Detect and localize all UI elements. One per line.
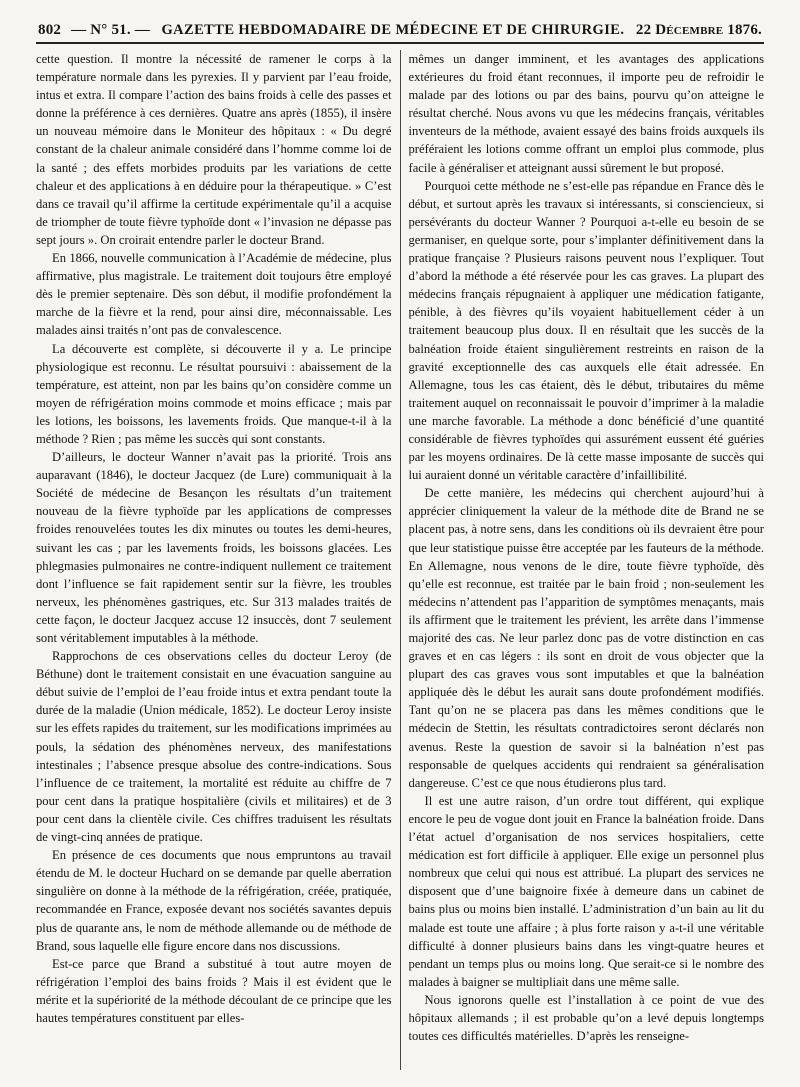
paragraph: La découverte est complète, si découverte il y a. Le principe physiologique est reconnu. Le résultat poursuivi : abaissement de la température, est atteint, non par les bains qu’on considère comme un moyen de réfrigération moins commode et moins efficace ; mais par les lotions, les boissons, les lavements froids. Que manque-t-il à la méthode ? Rien ; pas même les succès qui sont constants. [36, 341, 392, 446]
paragraph: En présence de ces documents que nous empruntons au travail étendu de M. le docteur Huchard on se demande par quelle aberration singulière on donne à la méthode de la réfrigération, créée, pratiquée, recommandée en France, exposée devant nos sociétés savantes depuis plus de quarante ans, le nom de méthode allemande ou de méthode de Brand, sous laquelle elle figure encore dans nos discussions. [36, 848, 392, 953]
paragraph: Rapprochons de ces observations celles du docteur Leroy (de Béthune) dont le traitement consistait en une évacuation sanguine au début suivie de l’emploi de l’eau froide intus et extra pendant toute la durée de la maladie (Union médicale, 1852). Le docteur Leroy insiste sur les effets rapides du traitement, sur les modifications imprimées au pouls, la sédation des phénomènes nerveux, des manifestations intestinales ; l’absence presque absolue des contre-indications. Sous l’influence de ce traitement, la mortalité est réduite au chiffre de 7 pour cent dans la pratique hospitalière (civils et militaires) et de 3 pour cent dans la clientèle civile. Ces chiffres traduisent les résultats de vingt-cinq années de pratique. [36, 649, 392, 845]
running-header [36, 22, 764, 44]
paragraph: Nous ignorons quelle est l’installation à ce point de vue des hôpitaux allemands ; il est probable qu’on a levé depuis longtemps toutes ces difficultés matérielles. D’après les renseigne- [408, 992, 764, 1044]
paragraph: D’ailleurs, le docteur Wanner n’avait pas la priorité. Trois ans auparavant (1846), le docteur Jacquez (de Lure) communiquait à la Société de médecine de Besançon les résultats d’un traitement nouveau de la fièvre typhoïde par les applications de compresses froides renouvelées toutes les dix minutes ou toutes les demi-heures, suivant les cas ; par les lavements froids, les boissons glacées. Les phlegmasies pulmonaires ne contre-indiquent nullement ce traitement dont l’influence se fait rapidement sentir sur la fièvre, les troubles nerveux, les phénomènes gastriques, etc. Sur 313 malades traités de cette façon, le docteur Jacquez accuse 12 insuccès, dont 7 seulement sont véritablement imputables à la méthode. [36, 450, 392, 645]
text-columns [36, 50, 764, 1070]
page-number: 802 [38, 22, 62, 38]
paragraph: En 1866, nouvelle communication à l’Académie de médecine, plus affirmative, plus magistrale. Le traitement doit toujours être employé dès le premier septenaire. Dès son début, il modifie profondément la marche de la fièvre et la rend, pour ainsi dire, méconnaissable. Les malades ainsi traités n’ont pas de convalescence. [36, 251, 392, 338]
left-column [36, 50, 392, 1070]
paragraph: Est-ce parce que Brand a substitué à tout autre moyen de réfrigération l’emploi des bains froids ? Mais il est évident que le mérite et la supériorité de la méthode découlant de ce principe que les hautes températures constituent par elles- [36, 956, 392, 1025]
paragraph: Il est une autre raison, d’un ordre tout différent, qui explique encore le peu de vogue dont jouit en France la balnéation froide. Dans l’état actuel d’organisation de nos services hospitaliers, cette médication est fort difficile à appliquer. Elle exige un personnel plus nombreux que celui qui nous est attribué. La plupart des services ne disposent que d’une baignoire fixée à demeure dans un cabinet de bains plus ou moins bien installé. L’administration d’un bain au lit du malade est toute une affaire ; à plus forte raison y a-t-il une véritable difficulté à donner plusieurs bains dans les vingt-quatre heures et pendant un temps plus ou moins long. Que serait-ce si le nombre des malades à baigner se multipliait dans une même salle. [408, 793, 764, 989]
paragraph: cette question. Il montre la nécessité de ramener le corps à la température normale dans les pyrexies. Il y parvient par l’eau froide, intus et extra. Il compare l’action des bains froids à celle des passes et donne la préférence à ces dernières. Quatre ans après (1855), il insère un nouveau mémoire dans le Moniteur des hôpitaux : « Du degré constant de la chaleur animale considéré dans l’homme comme loi de la santé ; des effets morbides produits par les variations de cette chaleur et des applications à en déduire pour la thérapeutique. » C’est dans ce travail qu’il affirme la certitude expérimentale qu’il a acquise de triompher de toute fièvre typhoïde dont « l’invasion ne dépasse pas sept jours ». On croirait entendre parler le docteur Brand. [36, 52, 392, 247]
paragraph: mêmes un danger imminent, et les avantages des applications extérieures du froid étant reconnues, il importe peu de refroidir le malade par des lotions ou par des bains, pourvu qu’on atteigne le résultat cherché. Nous avons vu que les médecins français, véritables inventeurs de la méthode, avaient essayé des bains froids auxquels ils préféraient les lotions comme offrant un emploi plus commode, plus facile à généraliser et atteignant aussi sûrement le but proposé. [408, 52, 764, 175]
paragraph: De cette manière, les médecins qui cherchent aujourd’hui à apprécier cliniquement la valeur de la méthode dite de Brand ne se placent pas, à notre sens, dans les conditions où ils devraient être pour que leur statistique puisse être acceptée par les fauteurs de la méthode. En Allemagne, nous venons de le dire, toute fièvre typhoïde, dès qu’elle est reconnue, est traitée par le bain froid ; non-seulement les médecins n’attendent pas l’apparition de symptômes menaçants, mais ils affirment que le traitement les prévient, les arrête dans l’immense majorité des cas. Ne leur parlez donc pas de votre distinction en cas graves et en cas légers : ils sont en droit de vous objecter que la plupart des cas graves vous sont imputables et que la balnéation appliquée dès le début les aurait sans doute profondément modifiés. Tant qu’on ne se placera pas dans les mêmes conditions que le médecin de Stettin, les résultats contradictoires seront déclarés non avenus. Reste la question de savoir si la balnéation n’est pas responsable de quelques accidents qui rendraient sa généralisation dangereuse. C’est ce que nous étudierons plus tard. [408, 486, 764, 790]
right-column [409, 50, 765, 1070]
paragraph: Pourquoi cette méthode ne s’est-elle pas répandue en France dès le début, et surtout après les travaux si intéressants, si consciencieux, si persévérants du docteur Wanner ? Pourquoi a-t-elle eu besoin de se germaniser, en quelque sorte, pour s’implanter définitivement dans la pratique française ? Plusieurs raisons peuvent nous l’expliquer. Tout d’abord la méthode a été réservée pour les cas graves. La plupart des médecins français répugnaient à appliquer une médication fatigante, pénible, à des fièvres qu’ils voyaient habituellement céder à un traitement beaucoup plus doux. Il en résultait que les succès de la balnéation froide étaient singulièrement restreints en raison de la gravité exceptionnelle des cas auxquels elle était adressée. En Allemagne, tous les cas étaient, dès le début, tributaires du même traitement auquel on reconnaissait le pouvoir d’imprimer à la maladie une marche favorable. La méthode a donc bénéficié d’une quantité considérable de fièvres typhoïdes qui assurément eussent été guéries par les moyens ordinaires. De là cette masse imposante de succès qui lui auraient donné un véritable caractère d’infaillibilité. [408, 178, 764, 483]
column-divider [400, 50, 401, 1070]
issue-number: — N° 51. — [71, 22, 150, 38]
header-left [38, 22, 150, 39]
journal-title: GAZETTE HEBDOMADAIRE DE MÉDECINE ET DE CHIRURGIE. [161, 22, 625, 38]
issue-date: 22 Décembre 1876. [635, 22, 762, 38]
